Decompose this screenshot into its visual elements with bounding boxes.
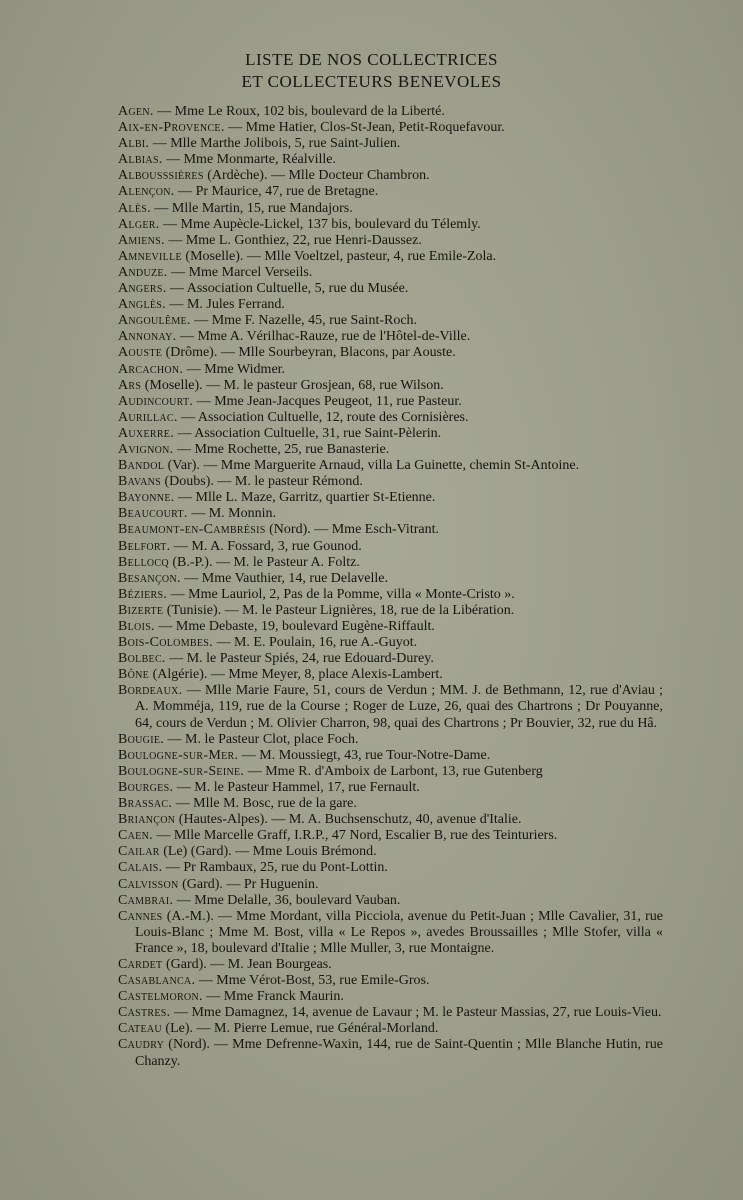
entry-details: (Le). — M. Pierre Lemue, rue Général-Morland.: [161, 1021, 439, 1037]
entry-details: — Mlle L. Maze, Garritz, quartier St-Etienne.: [174, 490, 436, 506]
list-item: [118, 683, 663, 731]
list-item: [118, 378, 663, 394]
entry-details: — Mme Vérot-Bost, 53, rue Emile-Gros.: [195, 973, 430, 989]
entry-place: Casablanca.: [118, 973, 196, 989]
entry-details: — Mme Monmarte, Réalville.: [162, 152, 337, 168]
list-item: [118, 539, 663, 555]
list-item: [118, 410, 663, 426]
entry-place: Alger.: [118, 216, 160, 232]
entry-place: Anduze.: [118, 264, 168, 280]
entry-place: Cannes: [118, 908, 163, 924]
entry-details: — Association Cultuelle, 12, route des Cornisières.: [177, 409, 469, 425]
entry-details: — Mlle Marie Faure, 51, cours de Verdun ; MM. J. de Bethmann, 12, rue d'Aviau ; A. Momméja, 119, rue de la Course ; Roger de Luze, 26, quai des Chartrons ; Dr Pouyanne, 64, cours de Verdun ; M. Olivier Charron, 98, quai des Chartrons ; Pr Bouvier, 32, rue du Hâ.: [135, 683, 663, 731]
entry-details: (Tunisie). — M. le Pasteur Lignières, 18, rue de la Libération.: [163, 602, 515, 618]
entry-place: Bandol: [118, 458, 165, 474]
entry-details: — Association Cultuelle, 5, rue du Musée.: [166, 281, 409, 297]
entry-details: (Doubs). — M. le pasteur Rémond.: [161, 474, 363, 490]
entry-details: — Pr Maurice, 47, rue de Bretagne.: [174, 184, 379, 200]
list-item: [118, 217, 663, 233]
entry-place: Albi.: [118, 136, 150, 152]
entry-details: (Gard). — Pr Huguenin.: [178, 876, 319, 892]
list-item: [118, 555, 663, 571]
entry-place: Arcachon.: [118, 361, 184, 377]
list-item: [118, 989, 663, 1005]
list-item: [118, 860, 663, 876]
entry-details: (Moselle). — Mlle Voeltzel, pasteur, 4, rue Emile-Zola.: [181, 248, 497, 264]
entry-place: Auxerre.: [118, 425, 175, 441]
page-title-line-2: ET COLLECTEURS BENEVOLES: [241, 72, 502, 91]
entry-details: — M. Jules Ferrand.: [165, 297, 285, 313]
entry-details: — Mme Franck Maurin.: [202, 989, 344, 1005]
entry-place: Bordeaux.: [118, 683, 183, 699]
entry-details: — Mme Aupècle-Lickel, 137 bis, boulevard du Télemly.: [159, 216, 481, 232]
entry-details: — M. Moussiegt, 43, rue Tour-Notre-Dame.: [238, 747, 491, 763]
list-item: [118, 619, 663, 635]
entry-place: Bourges.: [118, 779, 174, 795]
list-item: [118, 281, 663, 297]
entry-place: Caudry: [118, 1037, 165, 1053]
entry-place: Béziers.: [118, 586, 168, 602]
entry-place: Cailar: [118, 844, 160, 860]
list-item: [118, 732, 663, 748]
entry-place: Boulogne-sur-Mer.: [118, 747, 239, 763]
entry-details: (Algérie). — Mme Meyer, 8, place Alexis-Lambert.: [149, 667, 443, 683]
entry-place: Cardet: [118, 956, 163, 972]
entry-place: Calais.: [118, 860, 163, 876]
list-item: [118, 635, 663, 651]
entry-place: Bizerte: [118, 602, 164, 618]
entry-details: (Hautes-Alpes). — M. A. Buchsenschutz, 40, avenue d'Italie.: [175, 812, 522, 828]
list-item: [118, 265, 663, 281]
list-item: [118, 844, 663, 860]
entry-details: — M. le Pasteur Hammel, 17, rue Fernault.: [173, 779, 420, 795]
entry-place: Ars: [118, 377, 142, 393]
list-item: [118, 603, 663, 619]
entry-place: Bolbec.: [118, 651, 166, 667]
entry-place: Bellocq: [118, 554, 169, 570]
entry-place: Aurillac.: [118, 409, 178, 425]
entry-place: Alès.: [118, 200, 151, 216]
list-item: [118, 233, 663, 249]
list-item: [118, 796, 663, 812]
list-item: [118, 152, 663, 168]
entry-place: Angoulême.: [118, 313, 191, 329]
entry-details: — Mlle Martin, 15, rue Mandajors.: [150, 200, 353, 216]
entry-place: Bavans: [118, 474, 162, 490]
entry-details: (Gard). — M. Jean Bourgeas.: [162, 956, 332, 972]
list-item: [118, 877, 663, 893]
entry-place: Blois.: [118, 619, 155, 634]
entry-details: — Mme Damagnez, 14, avenue de Lavaur ; M. le Pasteur Massias, 27, rue Louis-Vieu.: [170, 1005, 662, 1021]
entry-place: Albias.: [118, 152, 163, 168]
list-item: [118, 458, 663, 474]
entry-details: (Nord). — Mme Esch-Vitrant.: [265, 522, 439, 538]
entry-details: — Mme Delalle, 36, boulevard Vauban.: [173, 892, 401, 908]
list-item: [118, 201, 663, 217]
entry-place: Aix-en-Provence.: [118, 120, 225, 136]
entry-place: Bône: [118, 667, 150, 683]
list-item: [118, 474, 663, 490]
entry-details: (Moselle). — M. le pasteur Grosjean, 68, rue Wilson.: [141, 377, 444, 393]
collector-list: [118, 104, 663, 1070]
list-item: [118, 394, 663, 410]
entry-place: Albousssières: [118, 168, 204, 184]
entry-details: — Mme Widmer.: [183, 361, 286, 377]
list-item: [118, 1005, 663, 1021]
entry-details: — Mme Le Roux, 102 bis, boulevard de la Liberté.: [153, 104, 445, 119]
entry-details: — M. E. Poulain, 16, rue A.-Guyot.: [212, 635, 418, 651]
list-item: [118, 973, 663, 989]
entry-details: — Mlle Marcelle Graff, I.R.P., 47 Nord, Escalier B, rue des Teinturiers.: [152, 828, 558, 844]
list-item: [118, 571, 663, 587]
list-item: [118, 651, 663, 667]
entry-place: Aouste: [118, 345, 163, 361]
list-item: [118, 1021, 663, 1037]
entry-details: (Ardèche). — Mlle Docteur Chambron.: [203, 168, 430, 184]
entry-place: Boulogne-sur-Seine.: [118, 763, 245, 779]
entry-place: Annonay.: [118, 329, 177, 345]
entry-place: Alençon.: [118, 184, 175, 200]
list-item: [118, 313, 663, 329]
entry-place: Briançon: [118, 812, 176, 828]
entry-details: (Le) (Gard). — Mme Louis Brémond.: [159, 844, 377, 860]
list-item: [118, 442, 663, 458]
list-item: [118, 490, 663, 506]
list-item: [118, 426, 663, 442]
entry-place: Beaumont-en-Cambrésis: [118, 522, 266, 538]
entry-details: (Nord). — Mme Defrenne-Waxin, 144, rue de Saint-Quentin ; Mlle Blanche Hutin, rue Chanzy.: [135, 1037, 663, 1069]
list-item: [118, 667, 663, 683]
entry-place: Avignon.: [118, 441, 174, 457]
entry-details: — Mme Jean-Jacques Peugeot, 11, rue Pasteur.: [193, 393, 462, 409]
entry-place: Amiens.: [118, 232, 165, 248]
list-item: [118, 297, 663, 313]
entry-place: Cambrai.: [118, 892, 174, 908]
entry-details: — M. le Pasteur Spiés, 24, rue Edouard-Durey.: [165, 651, 434, 667]
entry-details: — Mme Lauriol, 2, Pas de la Pomme, villa « Monte-Cristo ».: [167, 586, 515, 602]
entry-details: — Mme F. Nazelle, 45, rue Saint-Roch.: [190, 313, 418, 329]
entry-details: — M. Monnin.: [187, 506, 276, 522]
list-item: [118, 249, 663, 265]
list-item: [118, 957, 663, 973]
entry-place: Anglès.: [118, 297, 166, 313]
page-title-line-1: LISTE DE NOS COLLECTRICES: [245, 50, 498, 69]
entry-details: — Mme Hatier, Clos-St-Jean, Petit-Roquefavour.: [224, 120, 505, 136]
entry-details: — M. A. Fossard, 3, rue Gounod.: [170, 538, 362, 554]
entry-place: Agen.: [118, 104, 154, 119]
list-item: [118, 893, 663, 909]
entry-details: — Mlle Marthe Jolibois, 5, rue Saint-Julien.: [149, 136, 401, 152]
entry-details: — Mme A. Vérilhac-Rauze, rue de l'Hôtel-de-Ville.: [176, 329, 471, 345]
list-item: [118, 120, 663, 136]
entry-place: Beaucourt.: [118, 506, 188, 522]
entry-place: Cateau: [118, 1021, 162, 1037]
list-item: [118, 184, 663, 200]
entry-details: — Mlle M. Bosc, rue de la gare.: [172, 796, 357, 812]
entry-details: — Association Cultuelle, 31, rue Saint-Pèlerin.: [174, 425, 442, 441]
entry-details: — Mme L. Gonthiez, 22, rue Henri-Daussez.: [164, 232, 422, 248]
entry-details: (A.-M.). — Mme Mordant, villa Picciola, avenue du Petit-Juan ; Mlle Cavalier, 31, rue Louis-Blanc ; Mme M. Bost, villa « Le Repos », avedes Broussailles ; Mlle Stofer, villa « France », 18, boulevard d'Italie ; Mlle Muller, 3, rue Montaigne.: [135, 908, 663, 956]
list-item: [118, 104, 663, 120]
entry-details: (B.-P.). — M. le Pasteur A. Foltz.: [168, 554, 360, 570]
list-item: [118, 748, 663, 764]
list-item: [118, 136, 663, 152]
entry-place: Angers.: [118, 281, 167, 297]
entry-place: Amneville: [118, 248, 182, 264]
entry-place: Audincourt.: [118, 393, 194, 409]
list-item: [118, 812, 663, 828]
entry-place: Bois-Colombes.: [118, 635, 213, 651]
entry-details: — Mme Vauthier, 14, rue Delavelle.: [180, 570, 388, 586]
entry-place: Calvisson: [118, 876, 179, 892]
entry-place: Bougie.: [118, 731, 165, 747]
entry-details: (Drôme). — Mlle Sourbeyran, Blacons, par Aouste.: [162, 345, 456, 361]
list-item: [118, 828, 663, 844]
entry-details: — Mme Rochette, 25, rue Banasterie.: [173, 441, 390, 457]
entry-place: Besançon.: [118, 570, 181, 586]
list-item: [118, 362, 663, 378]
entry-details: — M. le Pasteur Clot, place Foch.: [164, 731, 359, 747]
entry-place: Caen.: [118, 828, 153, 844]
entry-place: Bayonne.: [118, 490, 175, 506]
list-item: [118, 329, 663, 345]
entry-place: Belfort.: [118, 538, 171, 554]
entry-details: — Pr Rambaux, 25, rue du Pont-Lottin.: [162, 860, 388, 876]
list-item: [118, 780, 663, 796]
list-item: [118, 168, 663, 184]
list-item: [118, 1037, 663, 1069]
entry-details: — Mme R. d'Amboix de Larbont, 13, rue Gutenberg: [244, 763, 543, 779]
list-item: [118, 587, 663, 603]
entry-details: — Mme Debaste, 19, boulevard Eugène-Riffault.: [154, 619, 435, 634]
list-item: [118, 345, 663, 361]
entry-details: (Var). — Mme Marguerite Arnaud, villa La Guinette, chemin St-Antoine.: [164, 458, 580, 474]
entry-place: Castelmoron.: [118, 989, 203, 1005]
entry-place: Castres.: [118, 1005, 171, 1021]
list-item: [118, 909, 663, 957]
entry-details: — Mme Marcel Verseils.: [167, 264, 313, 280]
list-item: [118, 764, 663, 780]
list-item: [118, 506, 663, 522]
list-item: [118, 522, 663, 538]
entry-place: Brassac.: [118, 796, 173, 812]
